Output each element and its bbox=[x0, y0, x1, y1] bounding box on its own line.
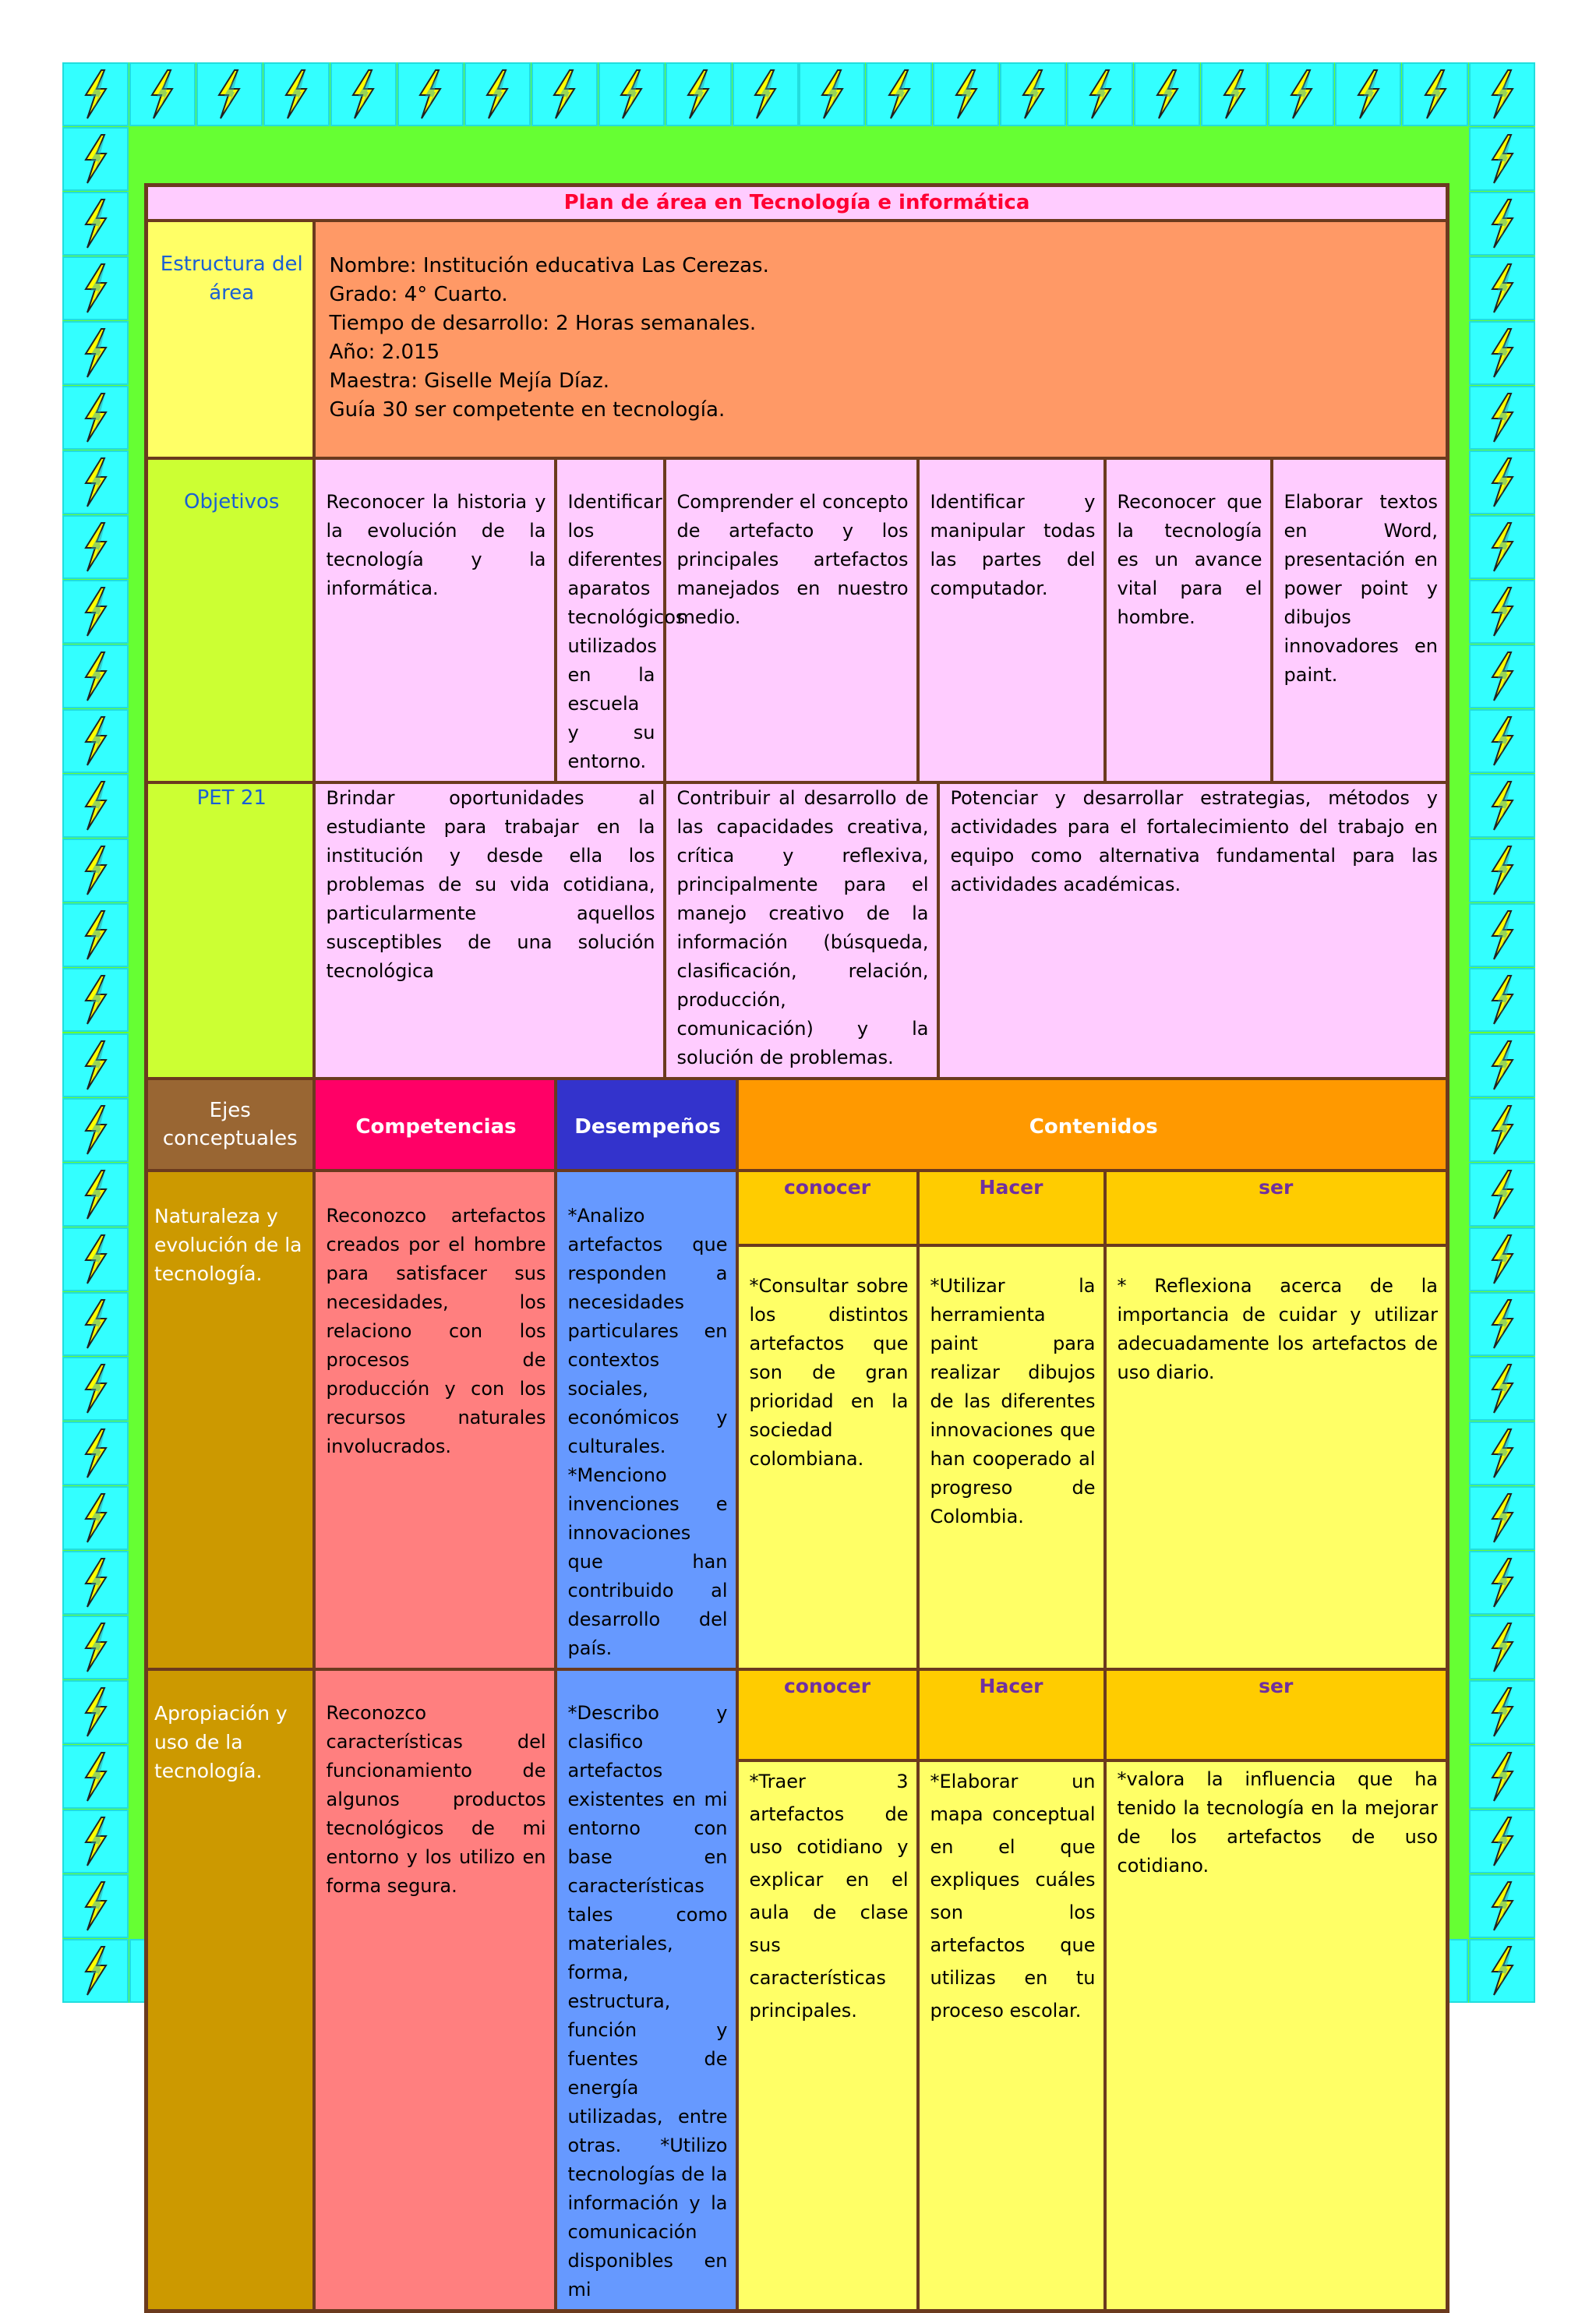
year: Año: 2.015 bbox=[329, 340, 440, 364]
lightning-bolt-icon bbox=[866, 62, 932, 126]
lightning-bolt-icon bbox=[129, 62, 196, 126]
lightning-bolt-icon bbox=[1000, 62, 1066, 126]
subheader-conocer-2: conocer bbox=[737, 1669, 918, 1760]
ser-1: * Reflexiona acerca de la importancia de cuidar y utilizar adecuadamente los artefactos de uso diario. bbox=[1105, 1245, 1448, 1669]
lightning-bolt-icon bbox=[1469, 1357, 1535, 1421]
objetivo-6: Elaborar textos en Word, presentación en power point y dibujos innovadores en paint. bbox=[1272, 458, 1448, 782]
lightning-bolt-icon bbox=[1469, 1486, 1535, 1550]
desempeno-2: *Describo y clasifico artefactos existentes en mi entorno con base en características tales como materiales, forma, estructura, función y fuentes de energía utilizadas, entre otras. *Utilizo tecnologías de la información y la comunicación disponibles en mi bbox=[556, 1669, 737, 2311]
subheader-conocer-1: conocer bbox=[737, 1171, 918, 1246]
lightning-bolt-icon bbox=[1469, 450, 1535, 514]
lightning-bolt-icon bbox=[1469, 62, 1535, 126]
lightning-bolt-icon bbox=[62, 127, 129, 191]
lightning-bolt-icon bbox=[62, 1421, 129, 1485]
lightning-bolt-icon bbox=[62, 1292, 129, 1356]
lightning-bolt-icon bbox=[62, 1163, 129, 1227]
pet-label: PET 21 bbox=[147, 782, 314, 1079]
guide: Guía 30 ser competente en tecnología. bbox=[329, 397, 726, 422]
lightning-bolt-icon bbox=[62, 839, 129, 902]
lightning-bolt-icon bbox=[733, 62, 799, 126]
lightning-bolt-icon bbox=[62, 1551, 129, 1615]
hacer-2: *Elaborar un mapa conceptual en el que expliques cuáles son los artefactos que utilizas en tu proceso escolar. bbox=[918, 1760, 1105, 2311]
subheader-hacer-1: Hacer bbox=[918, 1171, 1105, 1246]
eje-2: Apropiación y uso de la tecnología. bbox=[147, 1669, 314, 2311]
lightning-bolt-icon bbox=[531, 62, 598, 126]
lightning-bolt-icon bbox=[196, 62, 263, 126]
page-title: Plan de área en Tecnología e informática bbox=[147, 185, 1448, 221]
competencia-1: Reconozco artefactos creados por el hombre para satisfacer sus necesidades, los relaciono con los procesos de producción y con los recursos naturales involucrados. bbox=[314, 1171, 556, 1669]
lightning-bolt-icon bbox=[62, 256, 129, 320]
school-name: Nombre: Institución educativa Las Cerezas. bbox=[329, 253, 769, 277]
lightning-bolt-icon bbox=[62, 1680, 129, 1744]
subheader-hacer-2: Hacer bbox=[918, 1669, 1105, 1760]
lightning-bolt-icon bbox=[1469, 1033, 1535, 1097]
lightning-bolt-icon bbox=[62, 968, 129, 1032]
lightning-bolt-icon bbox=[263, 62, 330, 126]
lightning-bolt-icon bbox=[1469, 580, 1535, 644]
lightning-bolt-icon bbox=[464, 62, 531, 126]
lightning-bolt-icon bbox=[62, 1874, 129, 1938]
lightning-bolt-icon bbox=[1469, 1421, 1535, 1485]
hacer-1: *Utilizar la herramienta paint para realizar dibujos de las diferentes innovaciones que han cooperado al progreso de Colombia. bbox=[918, 1245, 1105, 1669]
lightning-bolt-icon bbox=[1201, 62, 1267, 126]
lightning-bolt-icon bbox=[62, 1098, 129, 1162]
lightning-bolt-icon bbox=[62, 1616, 129, 1679]
lightning-bolt-icon bbox=[62, 709, 129, 773]
objetivo-2: Identificar los diferentes aparatos tecnológicos utilizados en la escuela y su entorno. bbox=[556, 458, 665, 782]
lightning-bolt-icon bbox=[1469, 256, 1535, 320]
lightning-bolt-icon bbox=[1469, 1292, 1535, 1356]
pet-3: Potenciar y desarrollar estrategias, métodos y actividades para el fortalecimiento del trabajo en equipo como alternativa fundamental para las actividades académicas. bbox=[938, 782, 1448, 1079]
lightning-bolt-icon bbox=[1335, 62, 1401, 126]
lightning-bolt-icon bbox=[1134, 62, 1200, 126]
lightning-bolt-icon bbox=[62, 62, 129, 126]
teacher: Maestra: Giselle Mejía Díaz. bbox=[329, 369, 610, 393]
lightning-bolt-icon bbox=[62, 1033, 129, 1097]
lightning-bolt-icon bbox=[62, 192, 129, 256]
lightning-bolt-icon bbox=[1469, 1680, 1535, 1744]
lightning-bolt-icon bbox=[62, 1227, 129, 1291]
lightning-bolt-icon bbox=[397, 62, 464, 126]
lightning-bolt-icon bbox=[62, 580, 129, 644]
lightning-bolt-icon bbox=[1469, 515, 1535, 579]
ejes-header: Ejes conceptuales bbox=[147, 1079, 314, 1171]
lightning-bolt-icon bbox=[1469, 1939, 1535, 2003]
objetivo-4: Identificar y manipular todas las partes del computador. bbox=[918, 458, 1105, 782]
lightning-bolt-icon bbox=[62, 903, 129, 967]
lightning-bolt-icon bbox=[1469, 1163, 1535, 1227]
lightning-bolt-icon bbox=[1469, 321, 1535, 385]
lightning-bolt-icon bbox=[799, 62, 865, 126]
lightning-bolt-icon bbox=[62, 1939, 129, 2003]
lightning-bolt-icon bbox=[1469, 386, 1535, 450]
lightning-bolt-icon bbox=[62, 386, 129, 450]
lightning-bolt-icon bbox=[62, 450, 129, 514]
lightning-bolt-icon bbox=[62, 644, 129, 708]
lightning-bolt-icon bbox=[1469, 839, 1535, 902]
lightning-bolt-icon bbox=[1469, 1810, 1535, 1873]
eje-1: Naturaleza y evolución de la tecnología. bbox=[147, 1171, 314, 1669]
lightning-bolt-icon bbox=[1469, 192, 1535, 256]
lightning-bolt-icon bbox=[1268, 62, 1334, 126]
estructura-label: Estructura del área bbox=[147, 221, 314, 458]
objetivo-3: Comprender el concepto de artefacto y los principales artefactos manejados en nuestro medio. bbox=[665, 458, 918, 782]
lightning-bolt-icon bbox=[1469, 968, 1535, 1032]
lightning-bolt-icon bbox=[62, 1810, 129, 1873]
subheader-ser-2: ser bbox=[1105, 1669, 1448, 1760]
subheader-ser-1: ser bbox=[1105, 1171, 1448, 1246]
ser-2: *valora la influencia que ha tenido la tecnología en la mejorar de los artefactos de uso cotidiano. bbox=[1105, 1760, 1448, 2311]
lightning-bolt-icon bbox=[1469, 644, 1535, 708]
lightning-bolt-icon bbox=[62, 774, 129, 838]
desempeno-1: *Analizo artefactos que responden a necesidades particulares en contextos sociales, económicos y culturales. *Menciono invenciones e innovaciones que han contribuido al desarrollo del país. bbox=[556, 1171, 737, 1669]
lightning-bolt-icon bbox=[330, 62, 397, 126]
competencia-2: Reconozco características del funcionamiento de algunos productos tecnológicos de mi entorno y los utilizo en forma segura. bbox=[314, 1669, 556, 2311]
lightning-bolt-icon bbox=[62, 1745, 129, 1809]
lightning-bolt-icon bbox=[933, 62, 999, 126]
estructura-info bbox=[314, 221, 1448, 458]
lightning-bolt-icon bbox=[1469, 1745, 1535, 1809]
lightning-bolt-icon bbox=[1469, 1616, 1535, 1679]
area-plan-table bbox=[144, 183, 1449, 2313]
lightning-bolt-icon bbox=[666, 62, 732, 126]
lightning-bolt-icon bbox=[1469, 903, 1535, 967]
grade: Grado: 4° Cuarto. bbox=[329, 282, 508, 306]
lightning-bolt-icon bbox=[1469, 774, 1535, 838]
lightning-bolt-icon bbox=[62, 515, 129, 579]
pet-2: Contribuir al desarrollo de las capacidades creativa, crítica y reflexiva, principalmente para el manejo creativo de la información (búsqueda, clasificación, relación, producción, comunicación) y la solución de problemas. bbox=[665, 782, 938, 1079]
lightning-bolt-icon bbox=[1469, 1551, 1535, 1615]
pet-1: Brindar oportunidades al estudiante para trabajar en la institución y desde ella los problemas de su vida cotidiana, particularmente aquellos susceptibles de una solución tecnológica bbox=[314, 782, 665, 1079]
lightning-bolt-icon bbox=[1067, 62, 1133, 126]
objetivo-1: Reconocer la historia y la evolución de la tecnología y la informática. bbox=[314, 458, 556, 782]
contenidos-header: Contenidos bbox=[737, 1079, 1448, 1171]
lightning-bolt-icon bbox=[62, 1486, 129, 1550]
objetivo-5: Reconocer que la tecnología es un avance vital para el hombre. bbox=[1105, 458, 1272, 782]
time: Tiempo de desarrollo: 2 Horas semanales. bbox=[329, 311, 757, 335]
competencias-header: Competencias bbox=[314, 1079, 556, 1171]
objetivos-label: Objetivos bbox=[147, 458, 314, 782]
lightning-bolt-icon bbox=[598, 62, 665, 126]
conocer-2: *Traer 3 artefactos de uso cotidiano y explicar en el aula de clase sus características principales. bbox=[737, 1760, 918, 2311]
lightning-bolt-icon bbox=[1469, 709, 1535, 773]
lightning-bolt-icon bbox=[62, 321, 129, 385]
lightning-bolt-icon bbox=[1469, 127, 1535, 191]
lightning-bolt-icon bbox=[1469, 1874, 1535, 1938]
lightning-bolt-icon bbox=[1469, 1227, 1535, 1291]
desempenos-header: Desempeños bbox=[556, 1079, 737, 1171]
lightning-bolt-icon bbox=[1402, 62, 1468, 126]
conocer-1: *Consultar sobre los distintos artefactos que son de gran prioridad en la sociedad colombiana. bbox=[737, 1245, 918, 1669]
lightning-bolt-icon bbox=[62, 1357, 129, 1421]
lightning-bolt-icon bbox=[1469, 1098, 1535, 1162]
